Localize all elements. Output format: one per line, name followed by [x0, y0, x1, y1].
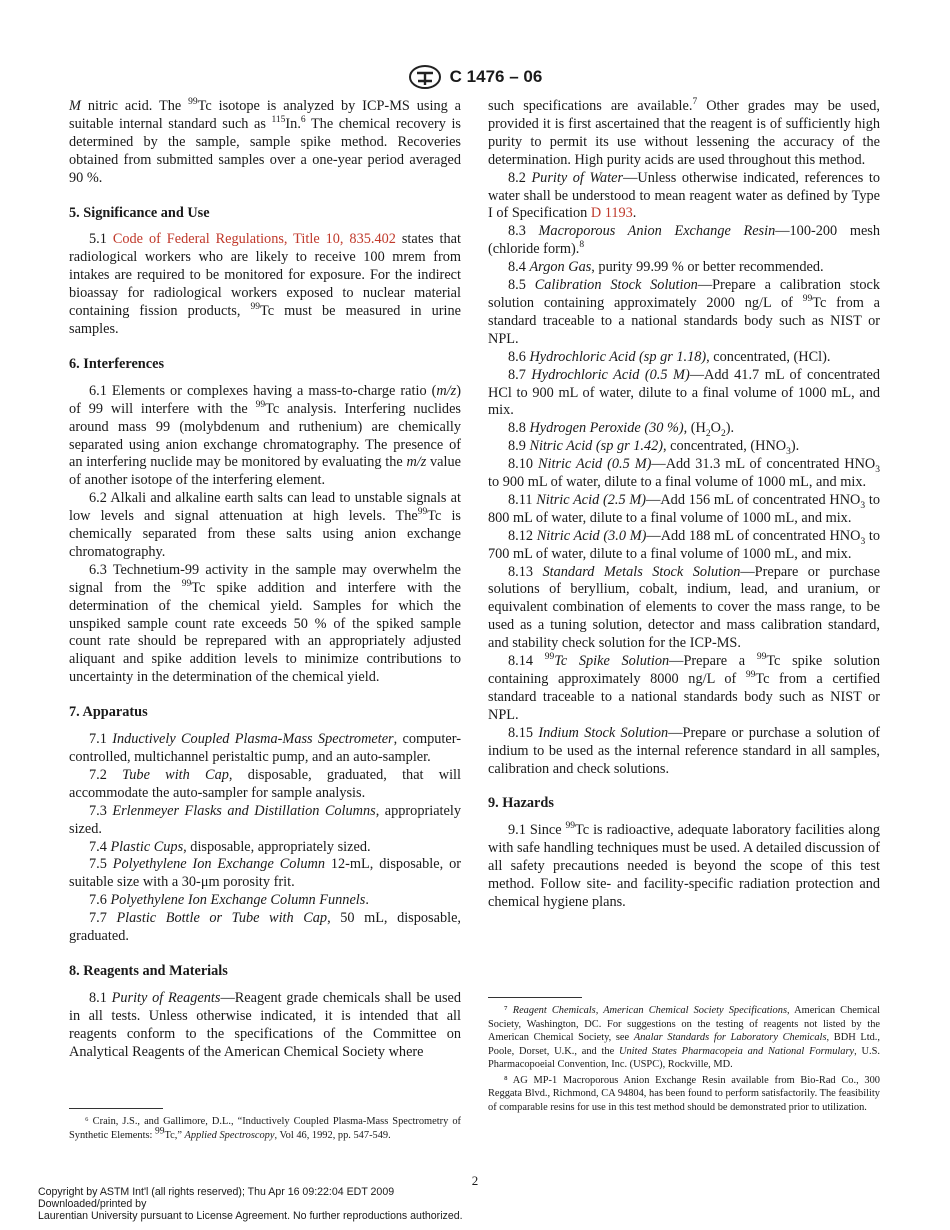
standard-designation: C 1476 – 06	[449, 67, 543, 86]
paragraph-8-15: 8.15 Indium Stock Solution—Prepare or purchase a solution of indium to be used as the internal reference standard in all samples, calibration and check solutions.	[488, 724, 880, 777]
page-header	[0, 64, 950, 90]
astm-logo-icon	[408, 64, 442, 90]
cfr-link[interactable]: Code of Federal Regulations, Title 10, 835.402	[112, 231, 396, 248]
paragraph-8-4: 8.4 Argon Gas, purity 99.99 % or better recommended.	[508, 259, 824, 276]
section-heading-7: 7. Apparatus	[69, 704, 148, 721]
paragraph-8-3: 8.3 Macroporous Anion Exchange Resin—100-200 mesh (chloride form).$^8$	[488, 223, 880, 258]
paragraph-6-2: 6.2 Alkali and alkaline earth salts can lead to unstable signals at low levels and signal attenuation at high levels. The$^{99}$Tc is chemically separated from these salts using anion exchange chromatography.	[69, 490, 461, 560]
section-heading-5: 5. Significance and Use	[69, 204, 210, 221]
paragraph-8-1-continued: such specifications are available.$^7$ Other grades may be used, provided it is first ascertained that the reagent is of sufficiently high purity to permit its use without lessening the accuracy of the determination. High purity acids are used throughout this method.	[488, 97, 880, 168]
paragraph-6-3: 6.3 Technetium-99 activity in the sample may overwhelm the signal from the $^{99}$Tc spike addition and interfere with the determination of the chemical yield. Samples for which the unspiked sample count rate exceeds 50 % of the spiked sample count rate should be reprepared with an appropriately adjusted aliquant and spike addition levels to minimize contributions to uncertainty in the determination of the chemical yield.	[69, 561, 462, 686]
right-column	[488, 98, 880, 912]
footnote-ref-7[interactable]: 7	[692, 97, 698, 108]
paragraph-8-11: 8.11 Nitric Acid (2.5 M)—Add 156 mL of concentrated $HNO_3$ to 800 mL of water, dilute to a final volume of 1000 mL, and mix.	[488, 491, 880, 526]
section-heading-6: 6. Interferences	[69, 355, 165, 372]
paragraph-7-5: 7.5 Polyethylene Ion Exchange Column 12-mL, disposable, or suitable size with a 30-μm porosity frit.	[69, 856, 461, 891]
paragraph-9-1: 9.1 Since $^{99}$Tc is radioactive, adequate laboratory facilities along with safe handling techniques must be used. A detailed discussion of all safety precautions needed is beyond the scope of this test method. Follow site- and facility-specific radiation protection and chemical hygiene plans.	[488, 821, 880, 910]
paragraph-8-10: 8.10 Nitric Acid (0.5 M)—Add 31.3 mL of concentrated $HNO_3$ to 900 mL of water, dilute to a final volume of 1000 mL, and mix.	[488, 456, 881, 491]
paragraph-8-6: 8.6 Hydrochloric Acid (sp gr 1.18), concentrated, (HCl).	[508, 348, 831, 365]
paragraph-6-1: 6.1 Elements or complexes having a mass-to-charge ratio (m/z) of 99 will interfere with the $^{99}$Tc analysis. Interfering nuclides around mass 99 (molybdenum and ruthenium) are chemically separated using anion exchange chromatography. The presence of an interfering nuclide may be monitored by evaluating the m/z value of another isotope of the interfering element.	[69, 382, 461, 489]
paragraph-7-1: 7.1 Inductively Coupled Plasma-Mass Spectrometer, computer-controlled, multichannel peristaltic pump, and an auto-sampler.	[69, 731, 461, 765]
paragraph-8-13: 8.13 Standard Metals Stock Solution—Prepare or purchase solutions of beryllium, cobalt, indium, lead, and uranium, or equivalent combination of elements to cover the mass range, to be used as a tuning solution, detector and mass calibration standard, and stability check solution for the ICP-MS.	[488, 563, 881, 652]
footnote-ref-8[interactable]: 8	[579, 240, 585, 251]
paragraph-8-5: 8.5 Calibration Stock Solution—Prepare a calibration stock solution containing approximately 2000 ng/L of $^{99}$Tc from a standard traceable to a national standards body such as NIST or NPL.	[488, 277, 880, 347]
footnote-ref-6[interactable]: 6	[300, 115, 306, 126]
left-column	[69, 98, 461, 1062]
paragraph-7-6: 7.6 Polyethylene Ion Exchange Column Funnels.	[89, 892, 369, 909]
paragraph-8-1: 8.1 Purity of Reagents—Reagent grade chemicals shall be used in all tests. Unless otherwise indicated, it is intended that all reagents conform to the specifications of the Committee on Analytical Reagents of the American Chemical Society where	[69, 989, 461, 1060]
paragraph-7-7: 7.7 Plastic Bottle or Tube with Cap, 50 mL, disposable, graduated.	[69, 910, 461, 945]
paragraph-7-4: 7.4 Plastic Cups, disposable, appropriately sized.	[89, 838, 371, 855]
paragraph-8-8: 8.8 Hydrogen Peroxide (30 %), $(H_2O_2)$.	[508, 420, 735, 440]
section-heading-8: 8. Reagents and Materials	[69, 962, 228, 979]
paragraph-7-3: 7.3 Erlenmeyer Flasks and Distillation Columns, appropriately sized.	[69, 802, 461, 837]
footnote-divider	[488, 997, 582, 998]
paragraph-8-14: 8.14 $^{99}$Tc Spike Solution—Prepare a $^{99}$Tc spike solution containing approximately 8000 ng/L of $^{99}$Tc from a certified standard traceable to a national standards body such as NIST or NPL.	[488, 652, 880, 723]
download-line: Downloaded/printed by	[38, 1198, 147, 1211]
footnote-divider	[69, 1108, 163, 1109]
footnote-7: ⁷ Reagent Chemicals, American Chemical Society Specifications, American Chemical Society, Washington, DC. For suggestions on the testing of reagents not listed by the American Chemical Society, see Analar Standards for Laboratory Chemicals, BDH Ltd., Poole, Dorset, U.K., and the United States Pharmacopeia and National Formulary, U.S. Pharmacopoeial Convention, Inc. (USPC), Rockville, MD.	[488, 1005, 881, 1070]
footnote-6: ⁶ Crain, J.S., and Gallimore, D.L., “Inductively Coupled Plasma-Mass Spectrometry of Synthetic Elements: $^{99}$Tc,” Applied Spectroscopy, Vol 46, 1992, pp. 547-549.	[69, 1116, 461, 1141]
footnote-8: ⁸ AG MP-1 Macroporous Anion Exchange Resin available from Bio-Rad Co., 300 Reggata Blvd., Richmond, CA 94804, has been found to perform satisfactorily. The feasibility of comparable resins for use in this test method should be demonstrated prior to utilization.	[488, 1074, 880, 1113]
paragraph-8-9: 8.9 Nitric Acid (sp gr 1.42), concentrated, $(HNO_3)$.	[508, 438, 800, 458]
paragraph-8-7: 8.7 Hydrochloric Acid (0.5 M)—Add 41.7 mL of concentrated HCl to 900 mL of water, dilute to a final volume of 1000 mL, and mix.	[488, 366, 881, 419]
footnotes-right	[488, 997, 880, 1116]
paragraph-7-2: 7.2 Tube with Cap, disposable, graduated, that will accommodate the auto-sampler for sample analysis.	[69, 766, 461, 801]
d1193-link[interactable]: D 1193	[590, 205, 633, 222]
paragraph-5-1: 5.1 Code of Federal Regulations, Title 10, 835.402 states that radiological workers who are likely to receive 100 mrem from intakes are required to be monitored for exposure. For the indirect bioassay for radiological workers exposed to nuclear material containing fission products, $^{99}$Tc must be measured in urine samples.	[69, 231, 461, 337]
intro-paragraph: M nitric acid. The $^{99}$Tc isotope is analyzed by ICP-MS using a suitable internal standard such as $^{115}$In.$^6$ The chemical recovery is determined by the sample, sample spike method. Recoveries obtained from submitted samples over a one-year period averaged 90 %.	[69, 97, 462, 186]
copyright-notice	[38, 1186, 463, 1223]
paragraph-8-2: 8.2 Purity of Water—Unless otherwise indicated, references to water shall be understood to mean reagent water as defined by Type I of Specification D 1193.	[488, 169, 880, 222]
copyright-line: Copyright by ASTM Int'l (all rights reserved); Thu Apr 16 09:22:04 EDT 2009	[38, 1186, 395, 1198]
footnotes-left	[69, 1108, 461, 1144]
paragraph-8-12: 8.12 Nitric Acid (3.0 M)—Add 188 mL of concentrated $HNO_3$ to 700 mL of water, dilute to a final volume of 1000 mL, and mix.	[488, 527, 880, 562]
license-line: Laurentian University pursuant to License Agreement. No further reproductions authorized.	[38, 1210, 463, 1223]
section-heading-9: 9. Hazards	[488, 795, 554, 812]
page-number: 2	[471, 1173, 479, 1188]
